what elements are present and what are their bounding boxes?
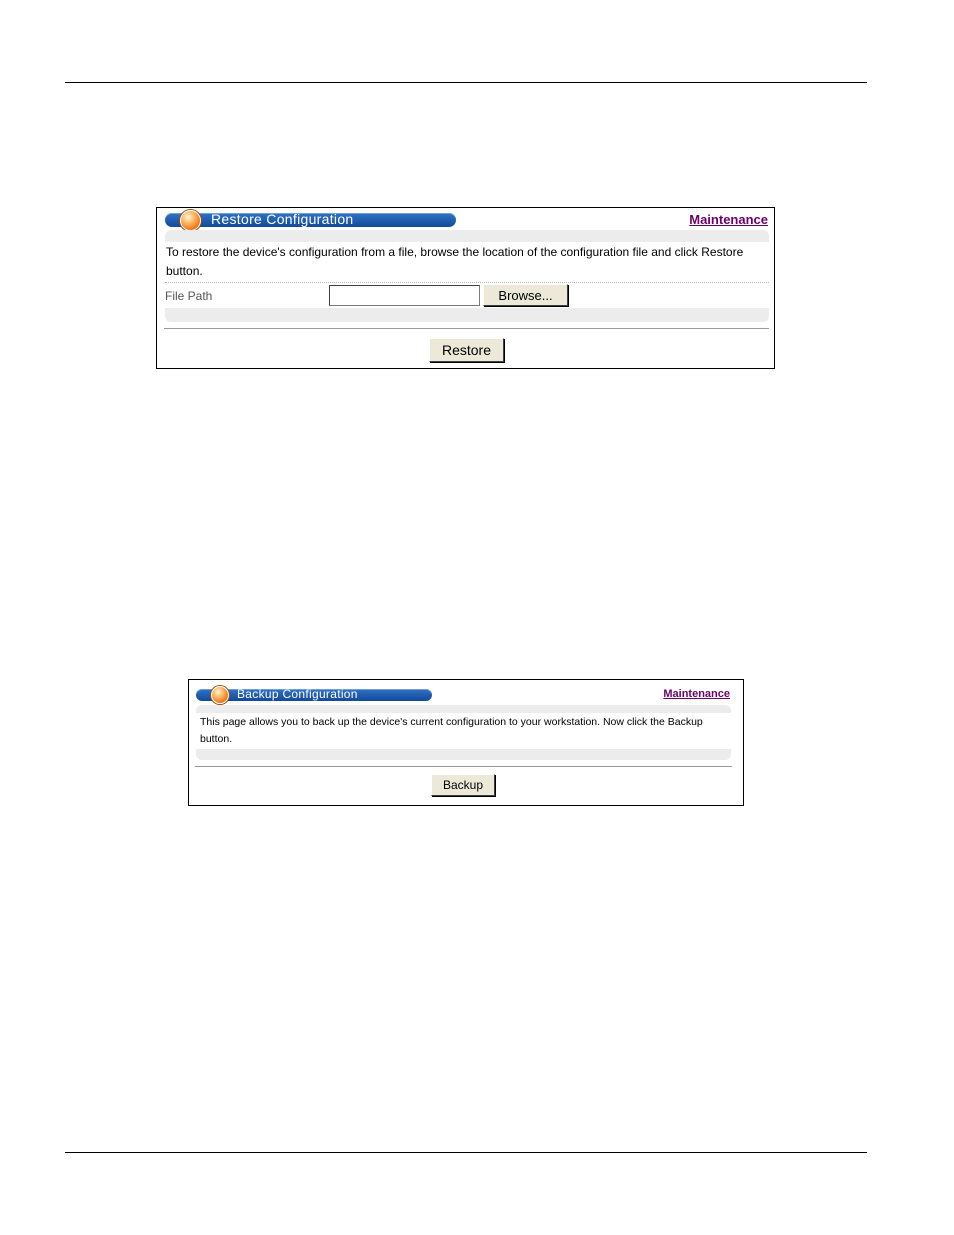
file-path-input[interactable] xyxy=(329,285,480,306)
orange-orb-icon xyxy=(180,210,201,231)
restore-title: Restore Configuration xyxy=(211,211,354,227)
restore-configuration-panel xyxy=(156,207,775,369)
maintenance-link[interactable]: Maintenance xyxy=(663,688,730,700)
backup-configuration-panel xyxy=(188,679,744,806)
restore-description: To restore the device's configuration from a file, browse the location of the configuration file and click Restore button. xyxy=(166,245,744,278)
restore-button-separator xyxy=(164,328,769,329)
maintenance-link[interactable]: Maintenance xyxy=(689,212,768,227)
backup-description: This page allows you to back up the device's current configuration to your workstation. Now click the Backup button. xyxy=(200,716,703,745)
backup-button[interactable]: Backup xyxy=(431,774,495,796)
orange-orb-icon xyxy=(211,686,229,704)
file-path-label: File Path xyxy=(165,289,213,303)
footer-rule xyxy=(65,1152,867,1153)
header-rule xyxy=(65,82,867,83)
restore-divider xyxy=(165,282,769,283)
backup-button-separator xyxy=(195,766,732,767)
restore-button[interactable]: Restore xyxy=(429,338,504,362)
browse-button[interactable]: Browse... xyxy=(483,284,568,306)
backup-title: Backup Configuration xyxy=(237,687,358,701)
